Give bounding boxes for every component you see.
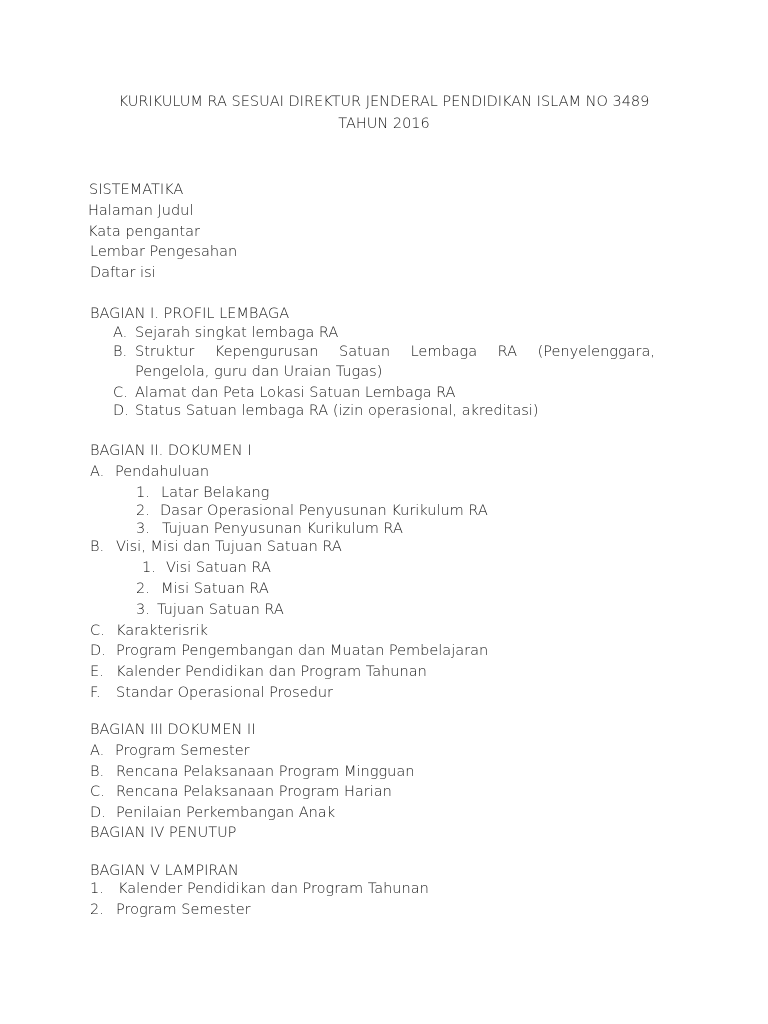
list-marker: F. (90, 685, 101, 701)
list-text: Alamat dan Peta Lokasi Satuan Lembaga RA (135, 385, 456, 401)
list-marker: C. (113, 385, 128, 401)
sistematika-item: Halaman Judul (88, 203, 194, 219)
sistematika-item: Kata pengantar (88, 224, 200, 240)
list-marker: E. (90, 664, 104, 680)
list-text: Pendahuluan (115, 464, 210, 480)
list-text: Misi Satuan RA (161, 581, 269, 597)
sistematika-item: Daftar isi (90, 265, 156, 281)
list-marker: 1. (136, 485, 150, 501)
sistematika-item: Lembar Pengesahan (90, 244, 238, 260)
list-text: Sejarah singkat lembaga RA (135, 325, 339, 341)
document-title-line1: KURIKULUM RA SESUAI DIREKTUR JENDERAL PENDIDIKAN ISLAM NO 3489 (118, 94, 650, 110)
list-marker: 2. (136, 503, 150, 519)
list-text: Tujuan Satuan RA (157, 602, 284, 618)
list-text: Status Satuan lembaga RA (izin operasional, akreditasi) (135, 403, 539, 419)
list-marker: 1. (142, 560, 156, 576)
list-marker: A. (113, 325, 128, 341)
list-marker: C. (90, 623, 105, 639)
list-marker: A. (90, 464, 105, 480)
list-marker: 1. (90, 881, 104, 897)
list-text: Tujuan Penyusunan Kurikulum RA (162, 521, 403, 537)
bagian4-heading: BAGIAN IV PENUTUP (90, 825, 237, 841)
list-marker: C. (90, 784, 105, 800)
list-text: Latar Belakang (161, 485, 270, 501)
list-marker: D. (90, 805, 106, 821)
sistematika-heading: SISTEMATIKA (89, 182, 184, 198)
list-text: Visi, Misi dan Tujuan Satuan RA (116, 539, 342, 555)
bagian2-heading: BAGIAN II. DOKUMEN I (90, 443, 252, 459)
list-marker: B. (113, 344, 128, 360)
list-text: Kalender Pendidikan dan Program Tahunan (118, 881, 429, 897)
list-text: Kalender Pendidikan dan Program Tahunan (116, 664, 427, 680)
list-marker: B. (90, 764, 105, 780)
list-text: Rencana Pelaksanaan Program Mingguan (116, 764, 415, 780)
list-marker: 2. (136, 581, 150, 597)
list-marker: 3. (136, 602, 150, 618)
bagian3-heading: BAGIAN III DOKUMEN II (90, 722, 256, 738)
list-text: Standar Operasional Prosedur (116, 685, 334, 701)
list-text: Penilaian Perkembangan Anak (116, 805, 336, 821)
list-text-continuation: Pengelola, guru dan Uraian Tugas) (135, 364, 383, 380)
list-text: Rencana Pelaksanaan Program Harian (116, 784, 392, 800)
list-marker: D. (90, 643, 106, 659)
list-text: Visi Satuan RA (166, 560, 271, 576)
bagian5-heading: BAGIAN V LAMPIRAN (90, 863, 239, 879)
list-marker: 2. (90, 902, 104, 918)
document-title-line2: TAHUN 2016 (338, 116, 430, 132)
list-text: Karakterisrik (116, 623, 208, 639)
list-marker: D. (113, 403, 129, 419)
list-text: Dasar Operasional Penyusunan Kurikulum RA (160, 503, 488, 519)
list-text: Program Semester (115, 743, 250, 759)
bagian1-heading: BAGIAN I. PROFIL LEMBAGA (90, 306, 290, 322)
list-text: Program Semester (116, 902, 251, 918)
list-text: Program Pengembangan dan Muatan Pembelajaran (116, 643, 489, 659)
list-marker: 3. (136, 521, 150, 537)
list-text: Struktur Kepengurusan Satuan Lembaga RA (Penyelenggara, (135, 344, 655, 360)
list-marker: B. (90, 539, 105, 555)
list-marker: A. (90, 743, 105, 759)
